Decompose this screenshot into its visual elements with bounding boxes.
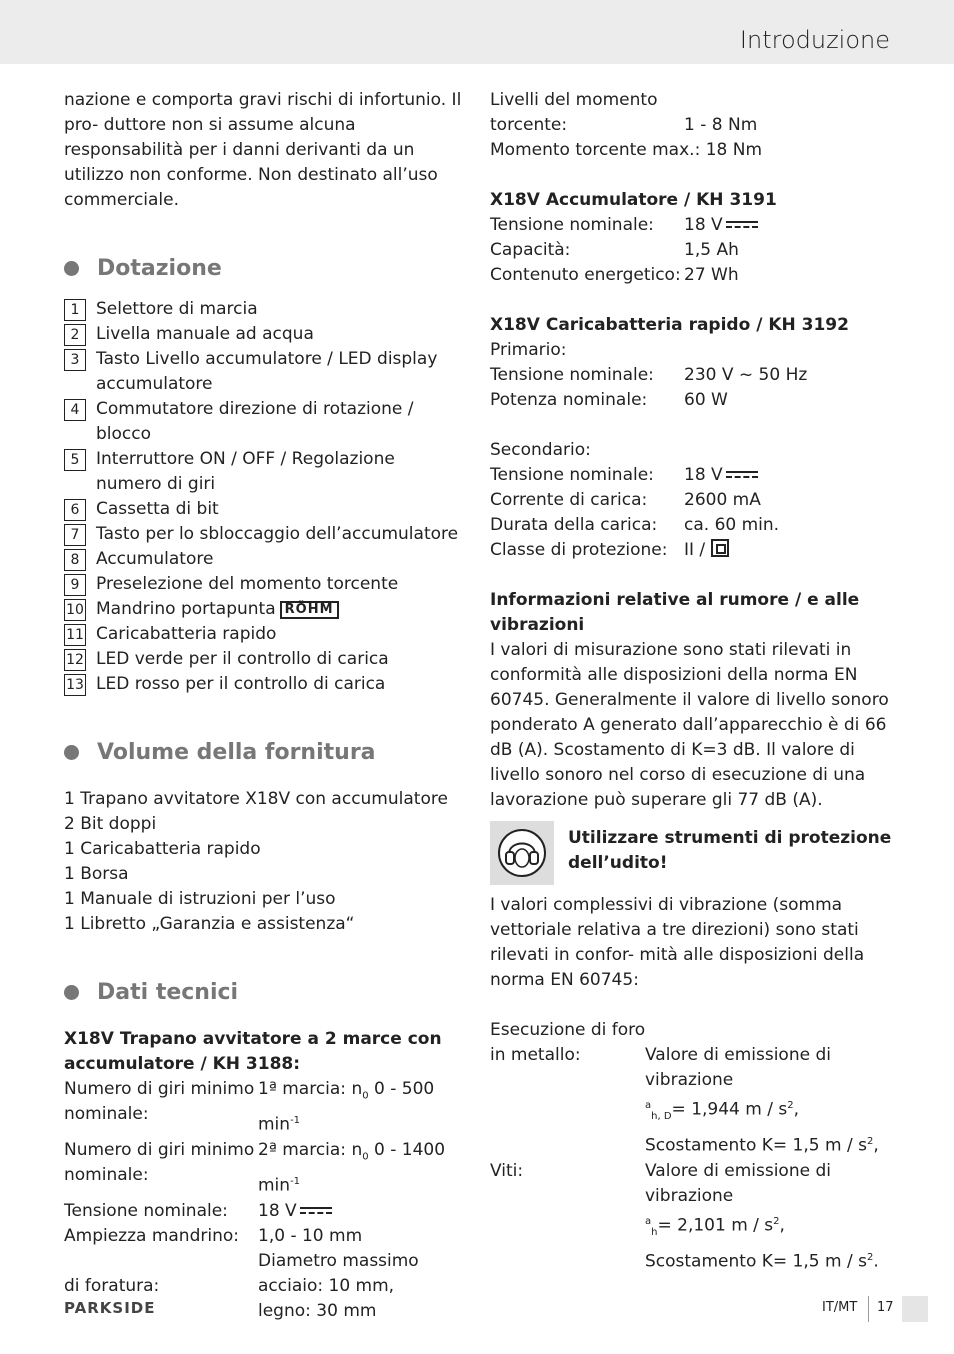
spec-value: Scostamento K= 1,5 m / $s^2$. [645,1251,879,1272]
heading-text: Volume della fornitura [97,740,376,765]
section-heading-fornitura [64,733,464,773]
spec-value: 230 V ~ 50 Hz [684,365,808,385]
heading-text: Dotazione [97,256,222,281]
item-label: LED rosso per il controllo di carica [96,674,386,694]
dotazione-item [64,522,464,547]
item-number: 1 [64,299,86,321]
spec-row [490,1129,910,1159]
fornitura-item: 2 Bit doppi [64,814,157,834]
spec-row [490,1093,910,1129]
dotazione-item [64,672,464,697]
spec-row [64,1077,464,1138]
spec-label: Classe di protezione: [490,540,668,560]
spec-value: acciaio: 10 mm, [258,1276,395,1297]
ear-protection-icon [490,821,554,885]
spec-label: Durata della carica: [490,515,658,535]
item-number: 3 [64,349,86,371]
spec-label: Tensione nominale: [490,365,654,385]
footer-tab [902,1296,928,1322]
spec-value: 60 W [684,390,728,410]
hearing-protection-notice [490,821,910,885]
brand-logo: PARKSIDE [64,1299,156,1317]
item-label: Tasto Livello accumulatore / LED display accumulatore [96,349,438,394]
bullet-icon [64,985,79,1000]
spec-label: Tensione nominale: [64,1201,228,1222]
spec-value: Valore di emissione di vibrazione [645,1045,831,1090]
item-label: Accumulatore [96,549,214,569]
dc-symbol-icon [300,1206,332,1216]
item-label: Cassetta di bit [96,499,219,519]
spec-value: Valore di emissione di vibrazione [645,1160,831,1206]
item-label: LED verde per il controllo di carica [96,649,389,669]
spec-row [490,238,910,263]
spec-row [490,388,910,413]
rohm-logo-icon: RÖHM [280,601,339,619]
spec-value: Scostamento K= 1,5 m / $s^2$, [645,1135,879,1156]
fornitura-item: 1 Manuale di istruzioni per l’uso [64,889,336,909]
spec-value: 2ª marcia: $n_0$ 0 - 1400 $\min^{-1}$ [258,1140,446,1197]
spec-label: Tensione nominale: [490,215,654,235]
spec-value: 1,5 Ah [684,240,739,260]
item-label: Tasto per lo sbloccaggio dell’accumulatore [96,524,459,544]
spec-row [490,1245,910,1275]
dotazione-list [64,297,464,697]
page-number: 17 [877,1300,894,1315]
dc-symbol-icon [726,470,758,480]
dotazione-item [64,397,464,447]
fornitura-item: 1 Libretto „Garanzia e assistenza“ [64,914,355,934]
item-number: 11 [64,624,86,646]
spec-label: di foratura: [64,1276,160,1297]
spec-value: $^a_{h, D}$= 1,944 m / $s^2$, [645,1099,799,1123]
right-column [490,88,910,1274]
primary-label: Primario: [490,340,567,360]
dotazione-item [64,322,464,347]
spec-value: 1,0 - 10 mm [258,1226,363,1247]
dotazione-item [64,597,464,622]
spec-row [490,213,910,238]
spec-value: ca. 60 min. [684,515,780,535]
item-number: 13 [64,674,86,696]
spec-label: Potenza nominale: [490,390,648,410]
item-number: 8 [64,549,86,571]
spec-value: 18 V [684,213,910,238]
spec-row [490,363,910,388]
spec-label: Numero di giri minimo nominale: [64,1140,255,1186]
spec-label: Diametro massimo [258,1251,419,1272]
dotazione-item [64,497,464,522]
dc-symbol-icon [726,220,758,230]
spec-label: Viti: [490,1160,524,1181]
language-code: IT/MT [822,1300,858,1315]
item-label: Mandrino portapunta [96,599,276,619]
dotazione-item [64,347,464,397]
section-heading-dotazione [64,249,464,289]
spec-row [490,263,910,288]
spec-label: Ampiezza mandrino: [64,1226,239,1247]
item-label: Preselezione del momento torcente [96,574,399,594]
spec-label: Contenuto energetico: [490,265,681,285]
spec-value: $^a_h$= 2,101 m / $s^2$, [645,1215,785,1238]
item-number: 12 [64,649,86,671]
spec-value: legno: 30 mm [258,1301,377,1322]
spec-row [490,463,910,488]
spec-label: Capacità: [490,240,571,260]
fornitura-list [64,787,464,937]
item-number: 10 [64,599,86,621]
spec-row [64,1249,464,1274]
dotazione-item [64,647,464,672]
spec-label: Corrente di carica: [490,490,648,510]
spec-row [490,538,910,563]
item-number: 4 [64,399,86,421]
notice-text: Utilizzare strumenti di protezione dell’udito! [568,828,892,873]
item-label: Commutatore direzione di rotazione / blocco [96,399,414,444]
spec-row [490,113,910,138]
spec-row [64,1138,464,1199]
protection-class-icon [711,539,729,557]
fornitura-item: 1 Borsa [64,864,129,884]
noise-title: Informazioni relative al rumore / e alle vibrazioni [490,590,860,635]
spec-row [64,1224,464,1249]
spec-row [490,1159,910,1209]
spec-label: in metallo: [490,1045,581,1065]
left-column [64,88,464,1324]
spec-row [490,488,910,513]
spec-value: 18 V [258,1199,464,1224]
spec-row [490,513,910,538]
dotazione-item [64,572,464,597]
spec-label: Numero di giri minimo nominale: [64,1079,255,1124]
spec-value: II / [684,538,910,563]
spec-value: 18 V [684,463,910,488]
item-number: 7 [64,524,86,546]
item-number: 5 [64,449,86,471]
charger-spec-title: X18V Caricabatteria rapido / KH 3192 [490,315,849,335]
dotazione-item [64,547,464,572]
fornitura-item: 1 Caricabatteria rapido [64,839,261,859]
spec-row [490,1043,910,1093]
item-label: Interruttore ON / OFF / Regolazione numero di giri [96,449,395,494]
item-label: Caricabatteria rapido [96,624,277,644]
page-title: Introduzione [739,26,890,54]
spec-value: 27 Wh [684,265,739,285]
item-number: 9 [64,574,86,596]
drill-vib-label1: Esecuzione di foro [490,1020,646,1040]
heading-text: Dati tecnici [97,980,239,1005]
spec-label: Tensione nominale: [490,465,654,485]
torque-label: Livelli del momento [490,90,658,110]
spec-row [64,1274,464,1299]
spec-value: 1 - 8 Nm [684,115,758,135]
spec-value: 2600 mA [684,490,761,510]
item-number: 6 [64,499,86,521]
spec-row [64,1199,464,1224]
item-label: Livella manuale ad acqua [96,324,314,344]
item-number: 2 [64,324,86,346]
spec-label: torcente: [490,115,568,135]
intro-paragraph: nazione e comporta gravi rischi di infortunio. Il pro- duttore non si assume alcuna responsabilità per i danni derivanti da un utilizzo non conforme. Non destinato all’uso commerciale. [64,90,462,210]
spec-value: 1ª marcia: $n_0$ 0 - 500 $\min^{-1}$ [258,1079,435,1136]
vibration-text: I valori complessivi di vibrazione (somma vettoriale relativa a tre direzioni) sono stati rilevati in confor- mità alle disposizioni della norma EN 60745: [490,895,865,990]
bullet-icon [64,261,79,276]
dotazione-item [64,622,464,647]
footer-divider [868,1296,869,1322]
battery-spec-title: X18V Accumulatore / KH 3191 [490,190,777,210]
spec-row [490,1209,910,1245]
bullet-icon [64,745,79,760]
drill-spec-title: X18V Trapano avvitatore a 2 marce con accumulatore / KH 3188: [64,1029,442,1074]
fornitura-item: 1 Trapano avvitatore X18V con accumulatore [64,789,448,809]
torque-max: Momento torcente max.: 18 Nm [490,140,763,160]
page-header [0,0,954,64]
dotazione-item [64,447,464,497]
section-heading-dati [64,973,464,1013]
secondary-label: Secondario: [490,440,591,460]
noise-text: I valori di misurazione sono stati rilevati in conformità alle disposizioni della norma EN 60745. Generalmente il valore di livello sonoro ponderato A generato dall’apparecchio è di 66 dB (A). Scostamento di K=3 dB. Il valore di livello sonoro nel corso di esecuzione di una lavorazione può superare gli 77 dB (A). [490,640,889,810]
dotazione-item [64,297,464,322]
item-label: Selettore di marcia [96,299,258,319]
